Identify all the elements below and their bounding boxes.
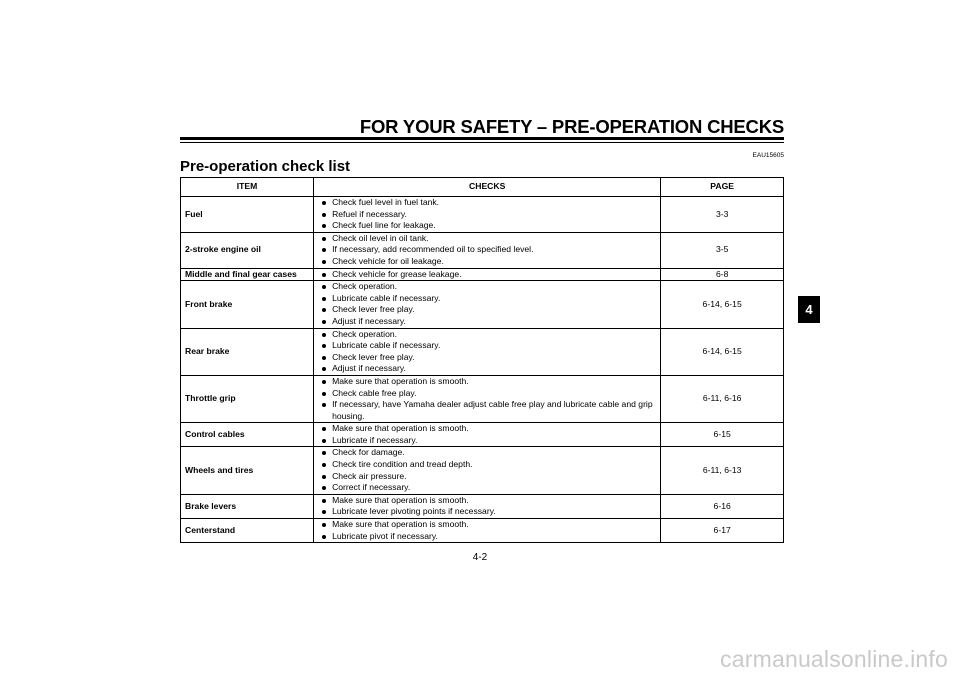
item-page-ref: 6-14, 6-15 xyxy=(661,281,784,328)
check-item: Check vehicle for grease leakage. xyxy=(321,269,656,281)
item-name: Control cables xyxy=(181,423,314,447)
item-page-ref: 6-8 xyxy=(661,268,784,281)
check-item: Check operation. xyxy=(321,281,656,293)
table-row xyxy=(181,519,784,543)
check-list xyxy=(318,447,656,493)
table-row xyxy=(181,328,784,375)
watermark: carmanualsonline.info xyxy=(720,646,948,672)
check-item: Check operation. xyxy=(321,329,656,341)
check-item: Check cable free play. xyxy=(321,388,656,400)
check-list xyxy=(318,269,656,281)
item-name: Centerstand xyxy=(181,519,314,543)
item-checks xyxy=(314,447,661,494)
check-item: Make sure that operation is smooth. xyxy=(321,423,656,435)
item-page-ref: 6-11, 6-16 xyxy=(661,375,784,422)
check-item: Lubricate cable if necessary. xyxy=(321,340,656,352)
item-checks xyxy=(314,423,661,447)
check-list xyxy=(318,233,656,268)
item-checks xyxy=(314,197,661,233)
item-page-ref: 3-3 xyxy=(661,197,784,233)
item-page-ref: 6-16 xyxy=(661,494,784,518)
item-name: Front brake xyxy=(181,281,314,328)
check-item: Make sure that operation is smooth. xyxy=(321,495,656,507)
check-list xyxy=(318,495,656,518)
table-row xyxy=(181,232,784,268)
check-list xyxy=(318,376,656,422)
check-item: Lubricate cable if necessary. xyxy=(321,293,656,305)
check-item: Lubricate pivot if necessary. xyxy=(321,531,656,543)
item-name: Fuel xyxy=(181,197,314,233)
item-checks xyxy=(314,268,661,281)
item-checks xyxy=(314,375,661,422)
check-item: Check for damage. xyxy=(321,447,656,459)
table-row xyxy=(181,423,784,447)
item-checks xyxy=(314,281,661,328)
item-checks xyxy=(314,328,661,375)
header-rule-thick xyxy=(180,137,784,140)
table-row xyxy=(181,268,784,281)
check-item: Make sure that operation is smooth. xyxy=(321,376,656,388)
check-list xyxy=(318,197,656,232)
item-name: Throttle grip xyxy=(181,375,314,422)
check-item: Check oil level in oil tank. xyxy=(321,233,656,245)
check-item: Lubricate if necessary. xyxy=(321,435,656,447)
item-checks xyxy=(314,519,661,543)
table-row xyxy=(181,281,784,328)
item-checks xyxy=(314,232,661,268)
item-name: Rear brake xyxy=(181,328,314,375)
table-row xyxy=(181,197,784,233)
item-page-ref: 6-11, 6-13 xyxy=(661,447,784,494)
column-header-item: ITEM xyxy=(181,178,314,197)
item-page-ref: 3-5 xyxy=(661,232,784,268)
item-name: Brake levers xyxy=(181,494,314,518)
item-page-ref: 6-17 xyxy=(661,519,784,543)
table-row xyxy=(181,447,784,494)
table-row xyxy=(181,375,784,422)
check-item: Refuel if necessary. xyxy=(321,209,656,221)
check-item: Check fuel level in fuel tank. xyxy=(321,197,656,209)
check-item: Check lever free play. xyxy=(321,304,656,316)
check-item: Adjust if necessary. xyxy=(321,363,656,375)
check-item: Lubricate lever pivoting points if necessary. xyxy=(321,506,656,518)
header-rule-thin xyxy=(180,142,784,143)
item-checks xyxy=(314,494,661,518)
check-item: Check air pressure. xyxy=(321,471,656,483)
check-item: Make sure that operation is smooth. xyxy=(321,519,656,531)
check-item: If necessary, have Yamaha dealer adjust cable free play and lubricate cable and grip housing. xyxy=(321,399,656,422)
check-item: Check fuel line for leakage. xyxy=(321,220,656,232)
item-page-ref: 6-14, 6-15 xyxy=(661,328,784,375)
check-item: Correct if necessary. xyxy=(321,482,656,494)
table-header-row xyxy=(181,178,784,197)
check-item: Check tire condition and tread depth. xyxy=(321,459,656,471)
column-header-checks: CHECKS xyxy=(314,178,661,197)
check-list xyxy=(318,281,656,327)
check-item: Check vehicle for oil leakage. xyxy=(321,256,656,268)
section-title: Pre-operation check list xyxy=(180,158,351,175)
check-item: If necessary, add recommended oil to specified level. xyxy=(321,244,656,256)
check-item: Check lever free play. xyxy=(321,352,656,364)
check-list xyxy=(318,329,656,375)
check-list xyxy=(318,519,656,542)
page-number: 4-2 xyxy=(472,552,488,563)
chapter-tab: 4 xyxy=(798,296,820,323)
check-list xyxy=(318,423,656,446)
item-name: Middle and final gear cases xyxy=(181,268,314,281)
document-code: EAU15605 xyxy=(752,152,784,159)
table-body xyxy=(181,197,784,543)
check-item: Adjust if necessary. xyxy=(321,316,656,328)
item-page-ref: 6-15 xyxy=(661,423,784,447)
column-header-page: PAGE xyxy=(661,178,784,197)
check-list-table xyxy=(180,177,784,543)
item-name: 2-stroke engine oil xyxy=(181,232,314,268)
page-header-title: FOR YOUR SAFETY – PRE-OPERATION CHECKS xyxy=(359,116,784,137)
item-name: Wheels and tires xyxy=(181,447,314,494)
table-row xyxy=(181,494,784,518)
